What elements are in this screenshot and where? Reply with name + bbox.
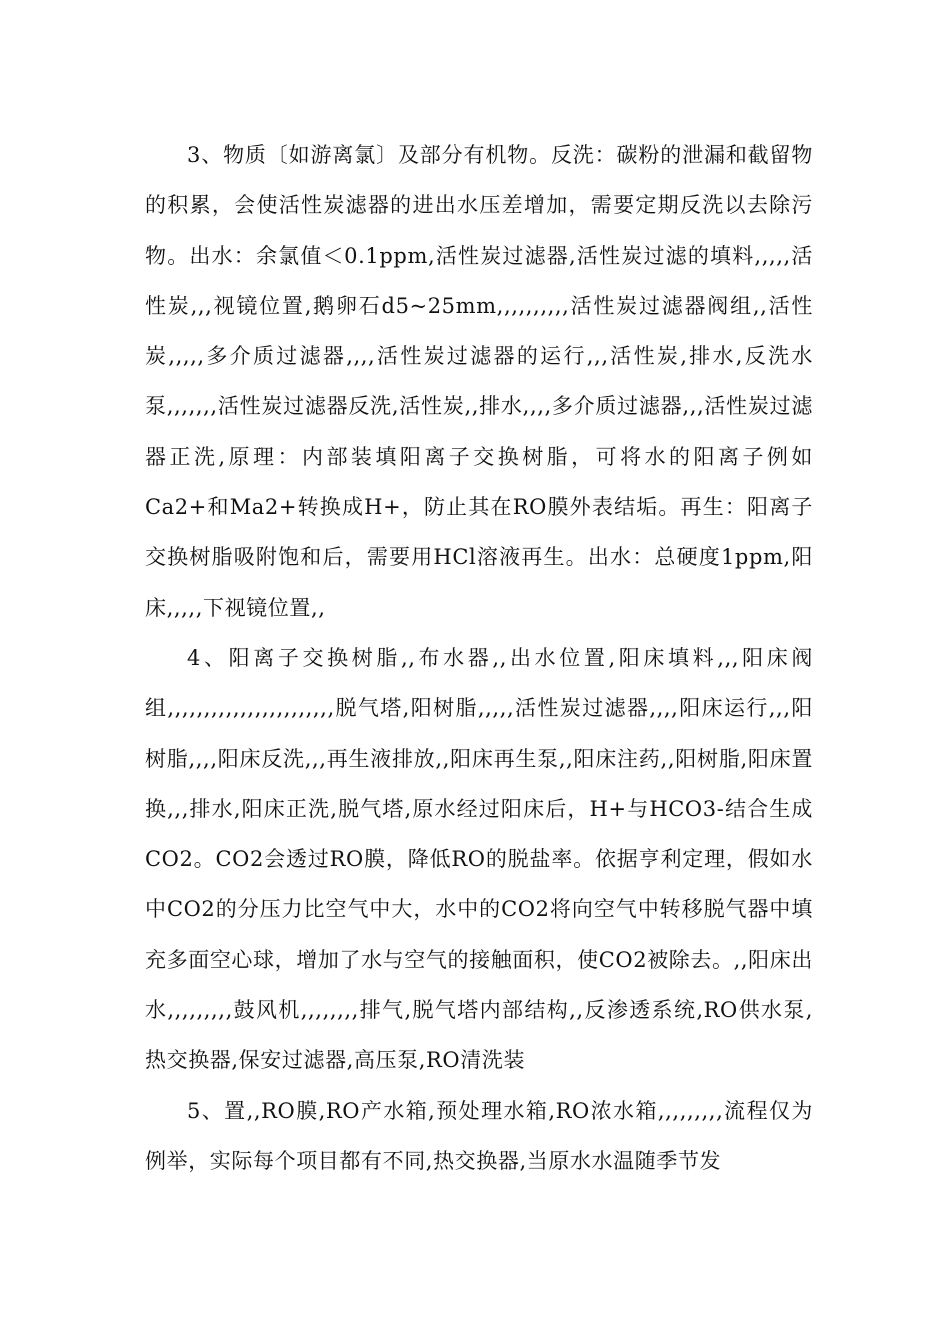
paragraph-4: 4、阳离子交换树脂,,布水器,,出水位置,阳床填料,,,阳床阀组,,,,,,,,,,,,,,,,,,,,,,,脱气塔,阳树脂,,,,,活性炭过滤器,,,,阳床运行,,,阳树脂,,,,阳床反洗,,,再生液排放,,阳床再生泵,,阳床注药,,阳树脂,阳床置换,,,排水,阳床正洗,脱气塔,原水经过阳床后，H+与HCO3-结合生成CO2。CO2会透过RO膜，降低RO的脱盐率。依据亨利定理，假如水中CO2的分压力比空气中大，水中的CO2将向空气中转移脱气器中填充多面空心球，增加了水与空气的接触面积，使CO2被除去。,,阳床出水,,,,,,,,,鼓风机,,,,,,,,排气,脱气塔内部结构,,反渗透系统,RO供水泵,热交换器,保安过滤器,高压泵,RO清洗装 (145, 645, 813, 1073)
paragraph-5: 5、置,,RO膜,RO产水箱,预处理水箱,RO浓水箱,,,,,,,,,流程仅为例举，实际每个项目都有不同,热交换器,当原水水温随季节发 (145, 1098, 813, 1173)
document-body (145, 130, 813, 1186)
paragraph-3: 3、物质〔如游离氯〕及部分有机物。反洗：碳粉的泄漏和截留物的积累，会使活性炭滤器的进出水压差增加，需要定期反洗以去除污物。出水：余氯值＜0.1ppm,活性炭过滤器,活性炭过滤的填料,,,,,活性炭,,,视镜位置,鹅卵石d5~25mm,,,,,,,,,,活性炭过滤器阀组,,活性炭,,,,,多介质过滤器,,,,活性炭过滤器的运行,,,活性炭,排水,反洗水泵,,,,,,,活性炭过滤器反洗,活性炭,,排水,,,,多介质过滤器,,,活性炭过滤器正洗,原理：内部装填阳离子交换树脂，可将水的阳离子例如Ca2+和Ma2+转换成H+，防止其在RO膜外表结垢。再生：阳离子交换树脂吸附饱和后，需要用HCl溶液再生。出水：总硬度1ppm,阳床,,,,,下视镜位置,, (145, 143, 813, 620)
